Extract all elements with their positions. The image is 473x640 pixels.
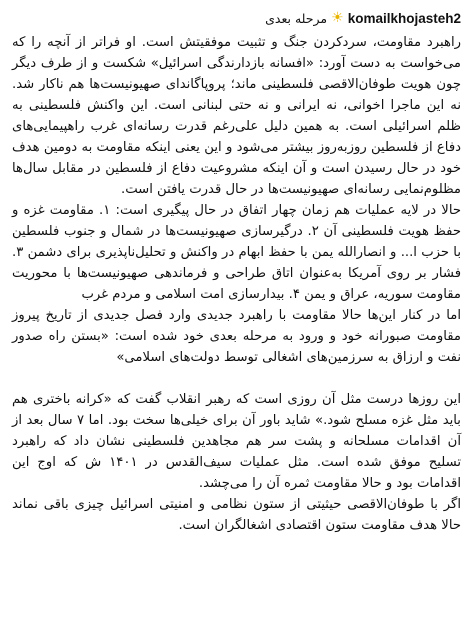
post-body <box>12 32 461 536</box>
paragraph-5: اگر با طوفان‌الاقصی حیثیتی از ستون نظامی و امنیتی اسرائیل چیزی باقی نماند حالا هدف مقاومت ستون اقتصادی اشغالگران است. <box>12 497 461 533</box>
author-handle[interactable]: komailkhojasteh2 <box>347 10 461 26</box>
paragraph-1: راهبرد مقاومت، سردکردن جنگ و تثبیت موفقیتش است. او فراتر از آنچه را که می‌خواست به دست آورد: «افسانه بازدارندگی اسرائیل» شکست و از طرف دیگر چون هویت طوفان‌الاقصی فلسطینی ماند؛ پروپاگاندای صهیونیست‌ها هم ناکار شد. نه این ماجرا اخوانی، نه ایرانی و نه حتی لبنانی است. این واکنش فلسطینی به ظلم اسرائیلی است. به همین دلیل علی‌رغم قدرت رسانه‌ای غرب راهپیمایی‌های دفاع از فلسطین روزبه‌روز بیشتر می‌شود و این یعنی اینکه مقاومت به دومین هدف خود در حال رسیدن است و آن اینکه مشروعیت دفاع از فلسطین در مقابل سال‌ها مظلوم‌نمایی رسانه‌ای صهیونیست‌ها در حال قدرت یافتن است. <box>12 35 461 197</box>
sun-emoji-icon: ☀ <box>331 10 344 26</box>
paragraph-2: حالا در لایه عملیات هم زمان چهار اتفاق در حال پیگیری است: ۱. مقاومت غزه و حفظ هویت فلسطینی آن ۲. درگیرسازی صهیونیست‌ها در شمال و جنوب فلسطین با حزب ا... و انصارالله یمن با حفظ ابهام در واکنش و تحلیل‌ناپذیری برای دشمن ۳. فشار بر روی آمریکا به‌عنوان اتاق طراحی و فرماندهی صهیونیست‌ها با محوریت مقاومت سوریه، عراق و یمن ۴. بیدارسازی امت اسلامی و مردم غرب <box>12 203 461 302</box>
paragraph-3: اما در کنار این‌ها حالا مقاومت با راهبرد جدیدی وارد فصل جدیدی از تاریخ پیروز مقاومت صبورانه خود و ورود به مرحله بعدی خود شده است: «بستن راه صدور نفت و ارزاق به سرزمین‌های اشغالی توسط دولت‌های اسلامی» <box>12 308 461 365</box>
post-title: مرحله بعدی <box>265 10 328 26</box>
post-header <box>12 8 461 28</box>
paragraph-4: این روزها درست مثل آن روزی است که رهبر انقلاب گفت که «کرانه باختری هم باید مثل غزه مسلح شود.» شاید باور آن برای خیلی‌ها سخت بود. اما ۷ سال بعد از آن اقدامات مسلحانه و پشت سر هم مجاهدین فلسطینی نشان داد که راهبرد تسلیح موفق شده است. مثل عملیات سیف‌القدس در ۱۴۰۱ ش که اوج این اقدامات بود و حالا مقاومت ثمره آن را می‌چشد. <box>12 392 461 491</box>
